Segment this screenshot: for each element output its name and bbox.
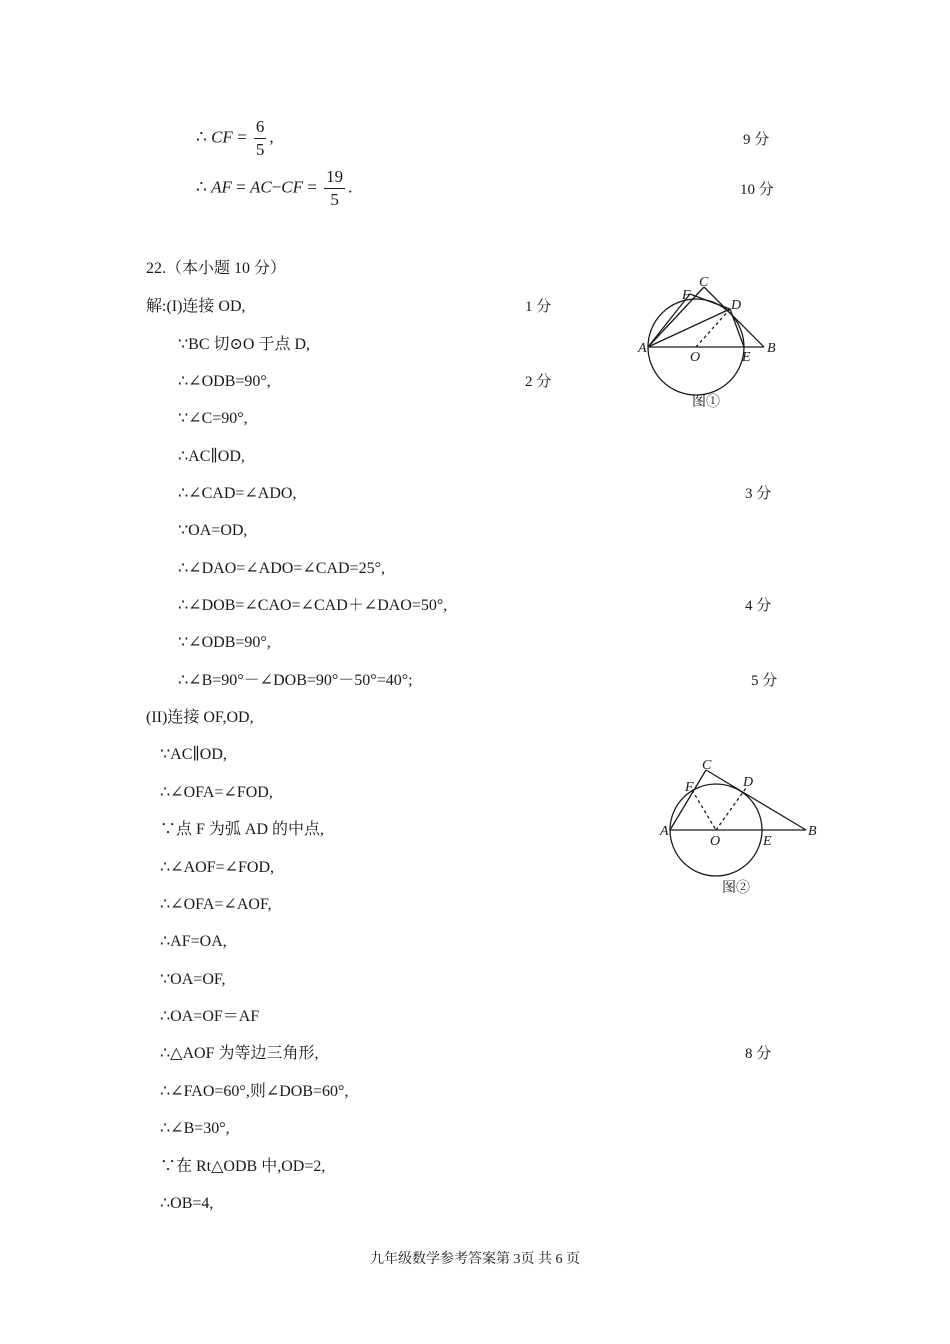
score-10: 10 分 — [740, 182, 774, 198]
fig2-label-a: A — [660, 824, 669, 839]
fig2-label-o: O — [710, 834, 721, 849]
p2-line-12: ∵在 Rt△ODB 中,OD=2, — [160, 1158, 326, 1175]
fig1-label-f: F — [682, 288, 691, 303]
numerator: 19 — [324, 166, 345, 189]
fig1-label-b: B — [767, 341, 776, 356]
cf-equation — [196, 116, 274, 161]
fig1-label-o: O — [690, 350, 701, 365]
cf-symbol: CF — [281, 177, 304, 197]
equals-sign: = — [236, 177, 246, 197]
p1-line-5: ∴∠CAD=∠ADO, — [178, 485, 297, 502]
fig1-arc-fd — [690, 294, 730, 309]
cf-symbol: CF — [211, 127, 233, 147]
p1-line-7: ∴∠DAO=∠ADO=∠CAD=25°, — [178, 560, 385, 577]
p1-score-2: 2 分 — [525, 374, 552, 390]
p1-line-6: ∵OA=OD, — [178, 522, 248, 539]
p1-score-5: 3 分 — [745, 486, 772, 502]
fig1-label-c: C — [699, 275, 709, 290]
p2-score-9: 8 分 — [745, 1046, 772, 1062]
figure-1-caption: 图① — [692, 395, 720, 410]
fig1-label-d: D — [731, 298, 742, 313]
p2-line-4: ∴∠AOF=∠FOD, — [160, 859, 275, 876]
fig1-line-de — [730, 309, 744, 347]
fig2-line-ac — [670, 770, 706, 830]
figure-2 — [656, 752, 826, 882]
figure-2-caption: 图② — [722, 881, 750, 896]
p2-line-3: ∵点 F 为弧 AD 的中点, — [160, 821, 325, 838]
p2-line-11: ∴∠B=30°, — [160, 1120, 230, 1137]
ac-symbol: AC — [249, 177, 272, 197]
p2-line-9: ∴△AOF 为等边三角形, — [160, 1045, 319, 1062]
comma: , — [269, 127, 274, 147]
fig2-label-b: B — [808, 824, 817, 839]
p2-line-6: ∴AF=OA, — [160, 933, 227, 950]
denominator: 5 — [330, 190, 339, 209]
af-symbol: AF — [211, 177, 232, 197]
equals-sign: = — [237, 127, 247, 147]
fig1-label-a: A — [638, 341, 647, 356]
p2-line-10: ∴∠FAO=60°,则∠DOB=60°, — [160, 1083, 349, 1100]
p1-line-2: ∴∠ODB=90°, — [178, 373, 271, 390]
fig2-label-e: E — [763, 834, 772, 849]
equals-sign: = — [307, 177, 317, 197]
p2-line-1: ∵AC∥OD, — [160, 746, 227, 763]
p1-line-8: ∴∠DOB=∠CAO=∠CAD＋∠DAO=50°, — [178, 597, 448, 614]
page-footer: 九年级数学参考答案第 3页 共 6 页 — [370, 1252, 580, 1267]
p1-score-8: 4 分 — [745, 598, 772, 614]
period: . — [348, 177, 353, 197]
minus-sign: − — [271, 177, 282, 197]
p1-line-4: ∴AC∥OD, — [178, 448, 245, 465]
fig2-label-d: D — [743, 775, 754, 790]
fig2-label-f: F — [685, 780, 694, 795]
p2-line-0: (II)连接 OF,OD, — [146, 709, 254, 726]
p2-line-8: ∴OA=OF＝AF — [160, 1008, 260, 1025]
fig2-line-of — [692, 790, 716, 830]
fraction-19-5 — [324, 166, 345, 211]
p1-line-10: ∴∠B=90°－∠DOB=90°－50°=40°; — [178, 672, 413, 689]
therefore-symbol: ∴ — [196, 127, 207, 147]
fraction-6-5 — [254, 116, 267, 161]
denominator: 5 — [255, 140, 265, 159]
fig2-line-od — [716, 788, 746, 830]
fig1-line-od — [696, 309, 730, 347]
therefore-symbol: ∴ — [196, 177, 207, 197]
p2-line-2: ∴∠OFA=∠FOD, — [160, 784, 273, 801]
p1-score-0: 1 分 — [525, 299, 552, 315]
p1-line-9: ∵∠ODB=90°, — [178, 634, 271, 651]
p2-line-13: ∴OB=4, — [160, 1195, 214, 1212]
af-equation — [196, 166, 352, 211]
fig2-line-cb — [706, 770, 806, 830]
p2-line-7: ∵OA=OF, — [160, 971, 226, 988]
p1-line-3: ∵∠C=90°, — [178, 410, 248, 427]
p1-line-0: 解:(I)连接 OD, — [146, 298, 246, 315]
fig1-label-e: E — [742, 350, 751, 365]
p1-line-1: ∵BC 切⊙O 于点 D, — [178, 336, 311, 353]
numerator: 6 — [254, 116, 267, 139]
fig2-label-c: C — [702, 758, 712, 773]
p1-score-10: 5 分 — [751, 673, 778, 689]
p2-line-5: ∴∠OFA=∠AOF, — [160, 896, 272, 913]
problem-title: 22.（本小题 10 分） — [146, 260, 287, 277]
score-9: 9 分 — [743, 132, 770, 148]
